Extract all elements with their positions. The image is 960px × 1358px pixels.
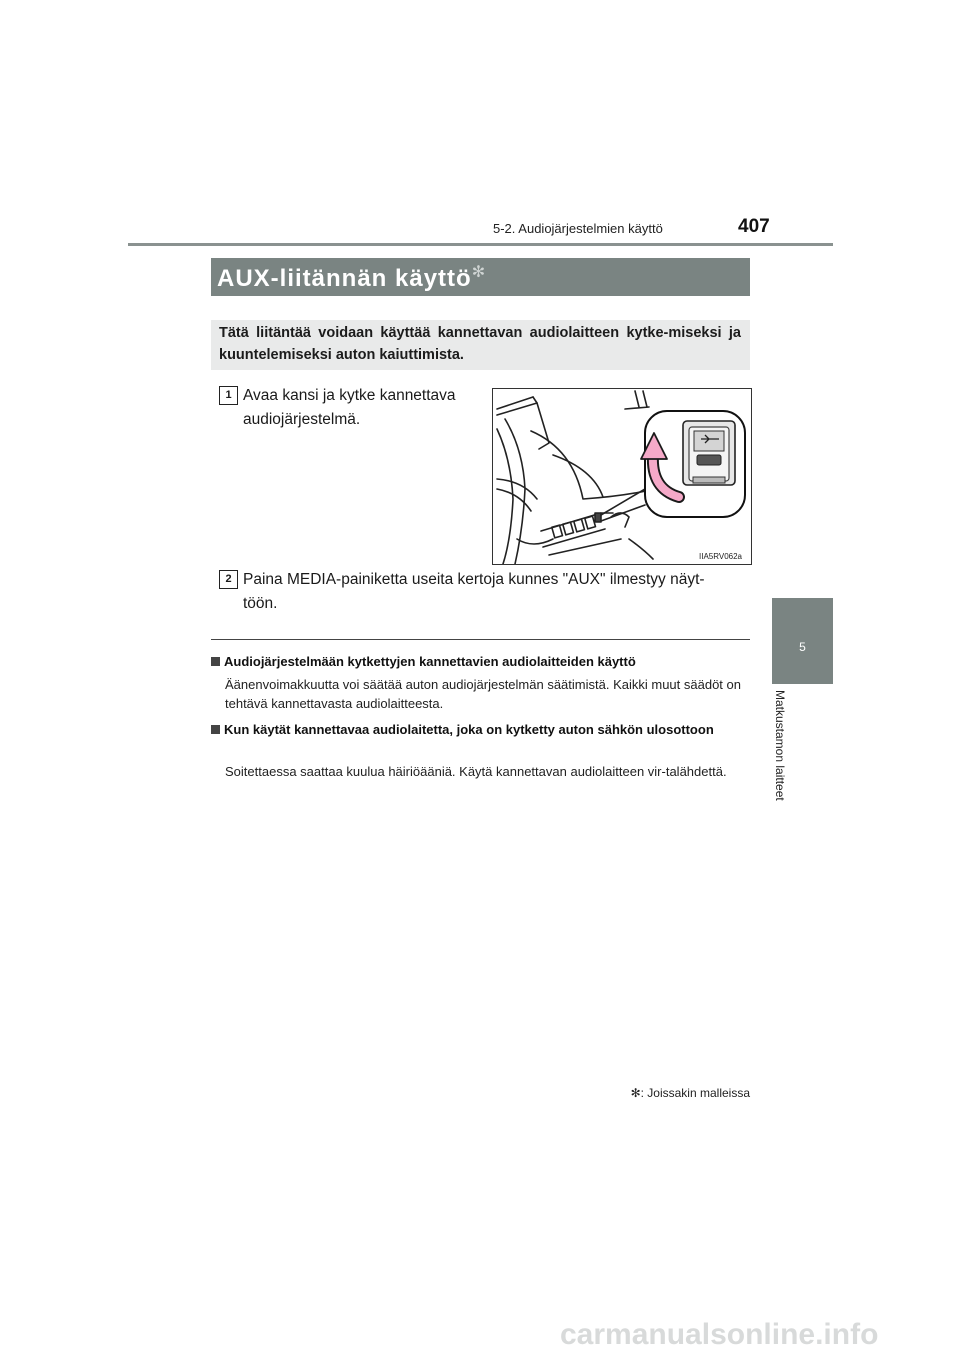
footnote-asterisk: ✻ bbox=[630, 1086, 641, 1100]
intro-text: Tätä liitäntää voidaan käyttää kannettavan audiolaitteen kytke-miseksi ja kuuntelemiseksi auton kaiuttimista. bbox=[219, 325, 741, 363]
page-title bbox=[217, 262, 486, 293]
step-1-line-2: audiojärjestelmä. bbox=[243, 411, 361, 428]
note-1-body: Äänenvoimakkuutta voi säätää auton audiojärjestelmän säätimistä. Kaikki muut säädöt on tehtävä kannettavasta audiolaitteesta. bbox=[225, 677, 741, 711]
bullet-square-icon bbox=[211, 725, 220, 734]
title-asterisk: ✻ bbox=[471, 264, 487, 281]
note-2-body: Soitettaessa saattaa kuulua häiriöääniä. Käytä kannettavan audiolaitteen vir-talähdettä. bbox=[225, 764, 727, 779]
chapter-label-text: Matkustamon laitteet bbox=[773, 690, 787, 801]
note-1-heading-text: Audiojärjestelmään kytkettyjen kannettavien audiolaitteiden käyttö bbox=[224, 654, 636, 669]
footnote-text: : Joissakin malleissa bbox=[640, 1086, 750, 1100]
note-2-heading-text: Kun käytät kannettavaa audiolaitetta, joka on kytketty auton sähkön ulosottoon bbox=[224, 722, 714, 737]
page-number: 407 bbox=[738, 216, 770, 237]
section-label: 5-2. Audiojärjestelmien käyttö bbox=[493, 221, 663, 236]
usb-port-illustration bbox=[492, 388, 752, 565]
step-number-2: 2 bbox=[219, 570, 238, 589]
footnote bbox=[614, 1086, 750, 1100]
step-number-1: 1 bbox=[219, 386, 238, 405]
header-rule bbox=[128, 243, 833, 246]
step-2-line-1: Paina MEDIA-painiketta useita kertoja kunnes "AUX" ilmestyy näyt- bbox=[243, 571, 705, 588]
watermark: carmanualsonline.info bbox=[560, 1318, 879, 1351]
notes-divider bbox=[211, 639, 750, 640]
chapter-number: 5 bbox=[799, 640, 806, 654]
page-title-text: AUX-liitännän käyttö bbox=[217, 265, 472, 292]
bullet-square-icon bbox=[211, 657, 220, 666]
chapter-label bbox=[773, 690, 807, 830]
step-2-line-2: töön. bbox=[243, 595, 278, 612]
usb-port-icon bbox=[683, 421, 735, 485]
note-2-heading bbox=[211, 720, 750, 739]
note-1-heading bbox=[211, 652, 750, 671]
step-1-line-1: Avaa kansi ja kytke kannettava bbox=[243, 387, 456, 404]
figure-code: IIA5RV062a bbox=[699, 552, 742, 561]
dashboard-drawing bbox=[493, 389, 751, 564]
